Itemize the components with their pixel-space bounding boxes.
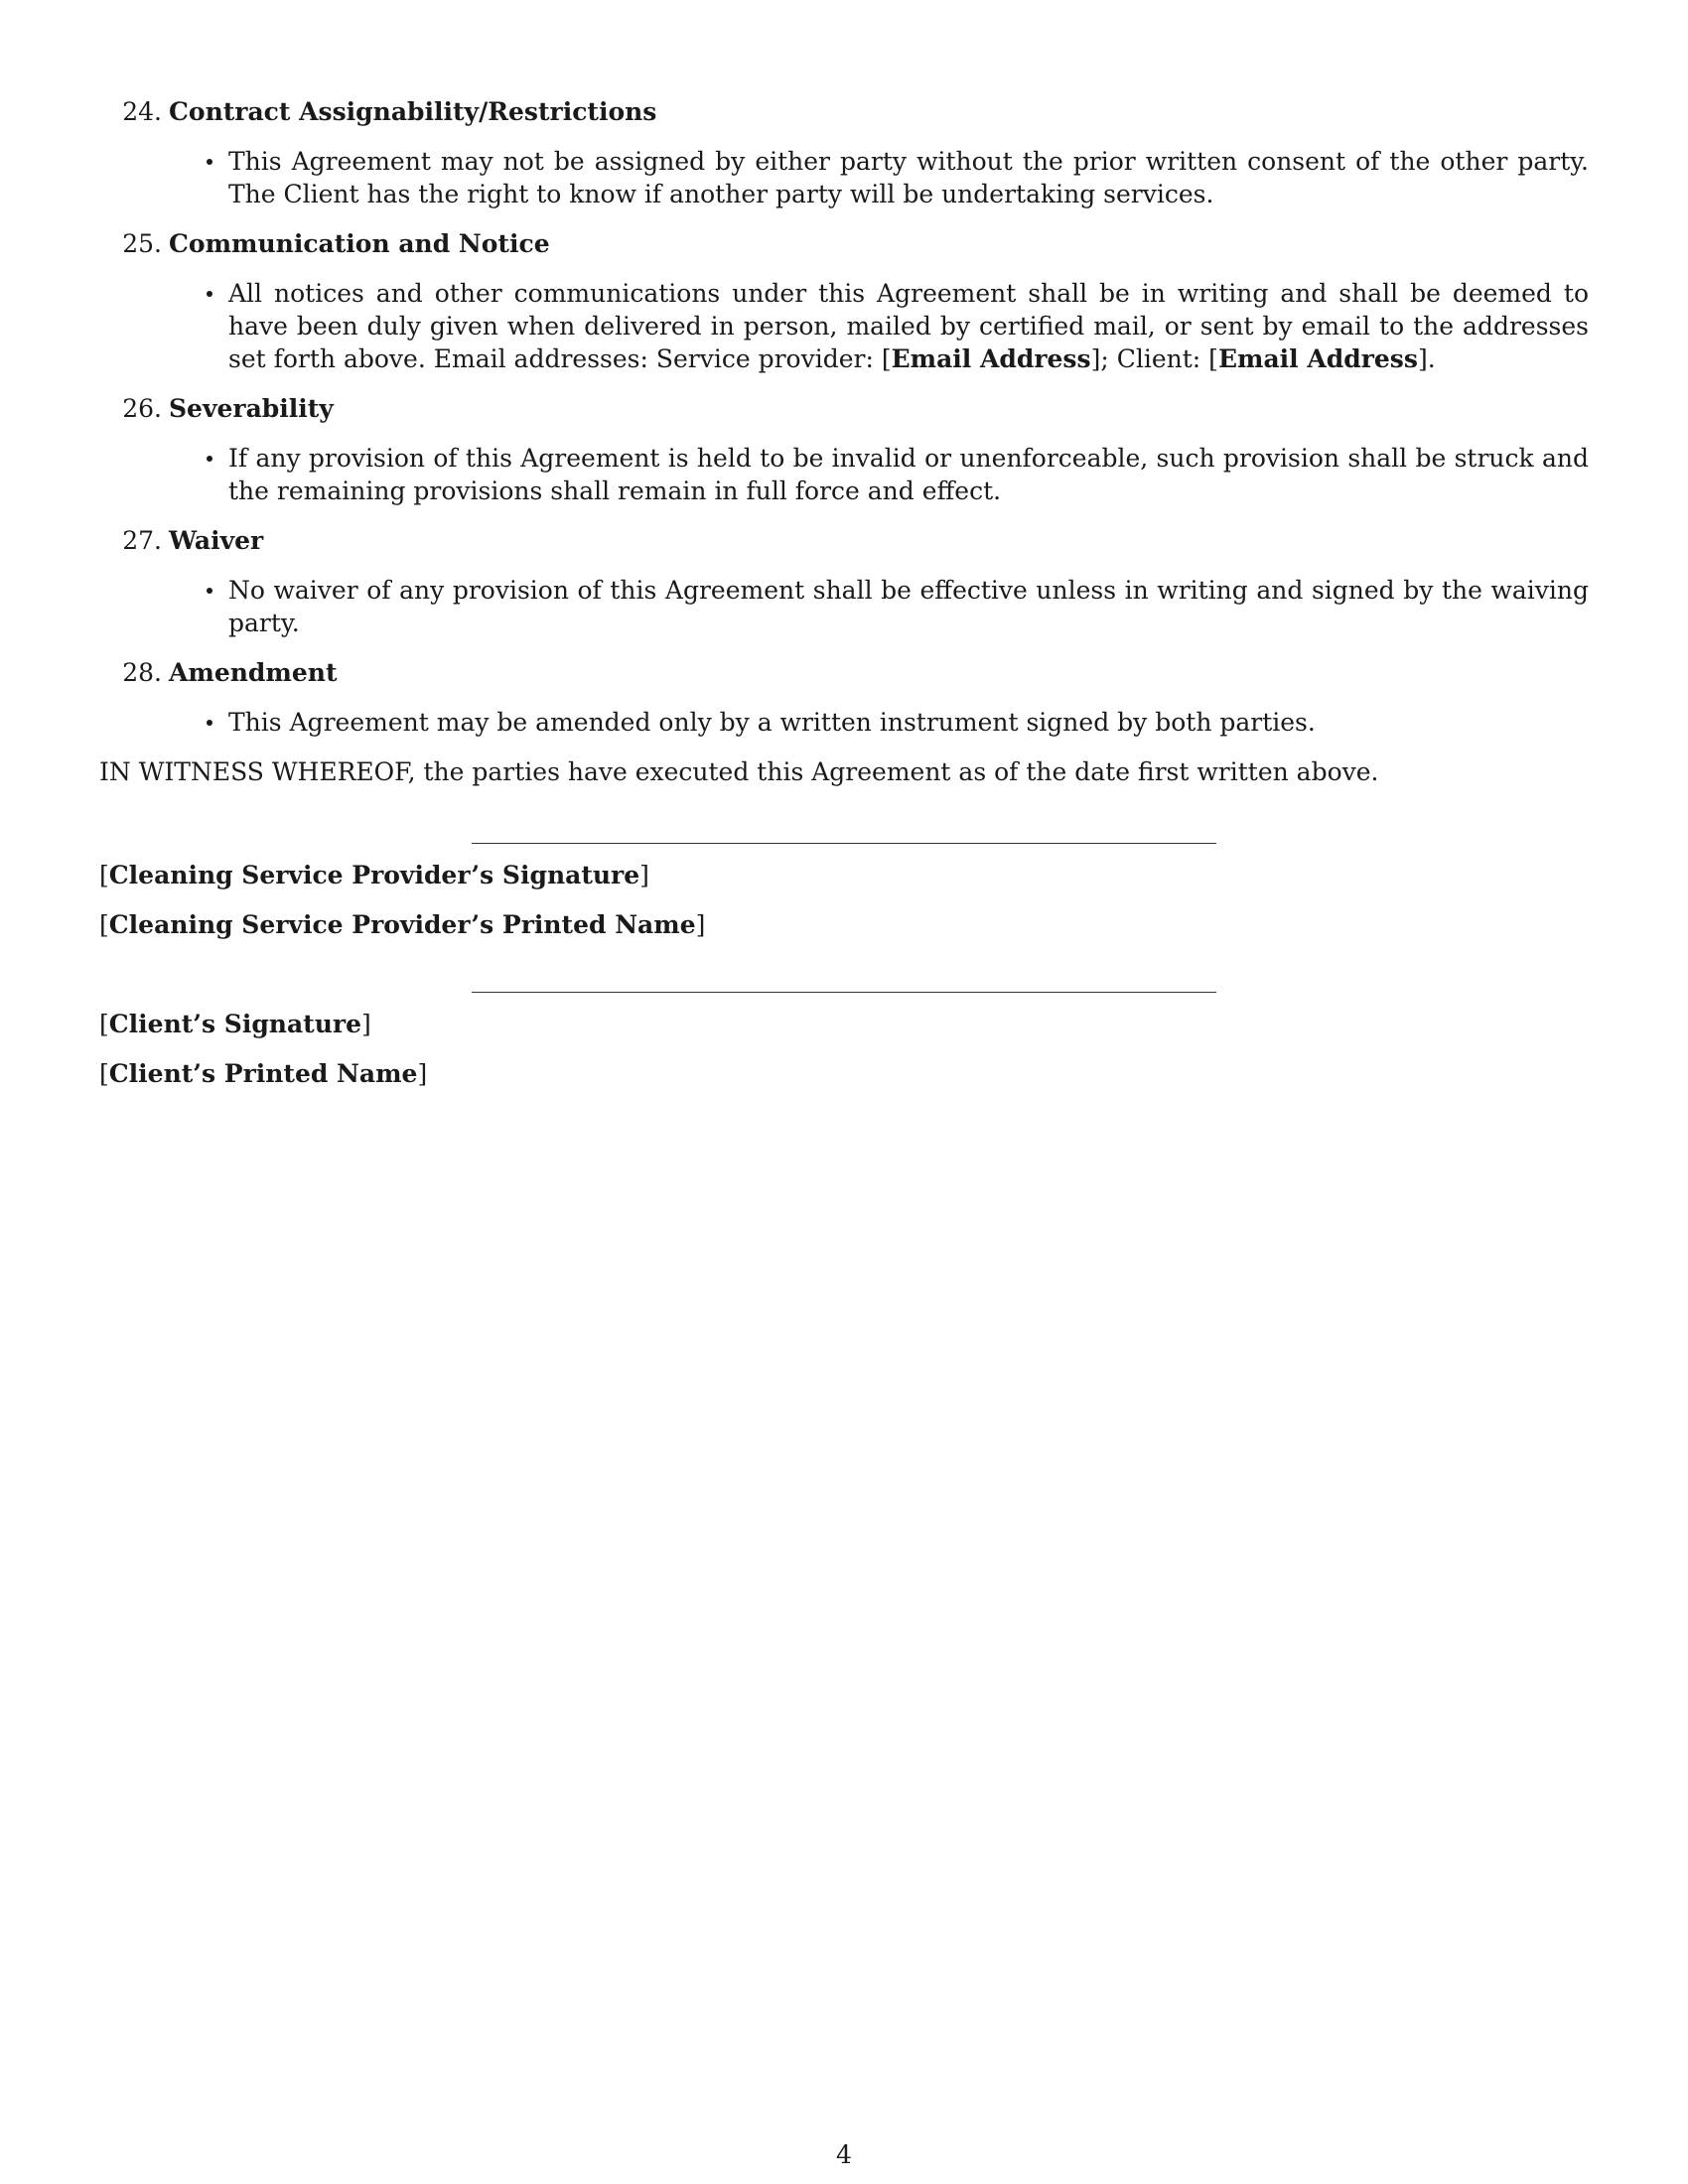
bullet-text: . [1427,344,1436,373]
client-signature-line [472,992,1216,993]
section-number: 26. [122,394,162,423]
section-bullet: All notices and other communications under this Agreement shall be in writing and shall be deemed to have been duly given when delivered in person, mailed by certified mail, or sent by email to the addresses set forth above. Email addresses: Service provider: [Email Address]; Client: [Email Address]. [228,279,1589,373]
provider-signature-label: [Cleaning Service Provider’s Signature] [99,861,649,889]
client-email-placeholder: Email Address [1217,344,1418,373]
provider-signature-line [472,843,1216,844]
section-title: Communication and Notice [169,229,550,258]
section-number: 27. [122,526,162,555]
section-24 [99,95,1589,210]
witness-clause: IN WITNESS WHEREOF, the parties have executed this Agreement as of the date first written above. [99,757,1379,786]
client-printed-name-label: [Client’s Printed Name] [99,1059,428,1088]
section-bullet: If any provision of this Agreement is held to be invalid or unenforceable, such provision shall be struck and the remaining provisions shall remain in full force and effect. [228,444,1589,505]
section-25 [99,227,1589,375]
section-heading [99,656,1589,689]
section-27 [99,524,1589,639]
section-title: Amendment [169,658,338,687]
section-bullet: This Agreement may not be assigned by either party without the prior written consent of the other party. The Client has the right to know if another party will be undertaking services. [228,147,1589,208]
document-body [99,95,1589,1088]
section-title: Waiver [169,526,264,555]
page-number: 4 [836,2140,852,2169]
client-signature-label: [Client’s Signature] [99,1010,371,1038]
section-bullet: This Agreement may be amended only by a written instrument signed by both parties. [228,706,1589,739]
section-title: Severability [169,394,334,423]
section-26 [99,392,1589,507]
section-number: 28. [122,658,162,687]
bullet-text: ; Client: [1100,344,1209,373]
provider-email-placeholder: Email Address [891,344,1091,373]
section-bullet: No waiver of any provision of this Agreement shall be effective unless in writing and signed by the waiving party. [228,576,1589,637]
section-heading [99,227,1589,260]
section-number: 25. [122,229,162,258]
section-number: 24. [122,97,162,126]
section-heading [99,524,1589,557]
section-title: Contract Assignability/Restrictions [169,97,657,126]
section-heading [99,392,1589,425]
provider-printed-name-label: [Cleaning Service Provider’s Printed Name] [99,910,706,939]
section-28 [99,656,1589,739]
section-heading [99,95,1589,128]
bullet-text: All notices and other communications under this Agreement shall be in writing and shall be deemed to have been duly given when delivered in person, mailed by certified mail, or sent by email to the addresses set forth above. Email addresses: Service provider: [228,279,1589,373]
